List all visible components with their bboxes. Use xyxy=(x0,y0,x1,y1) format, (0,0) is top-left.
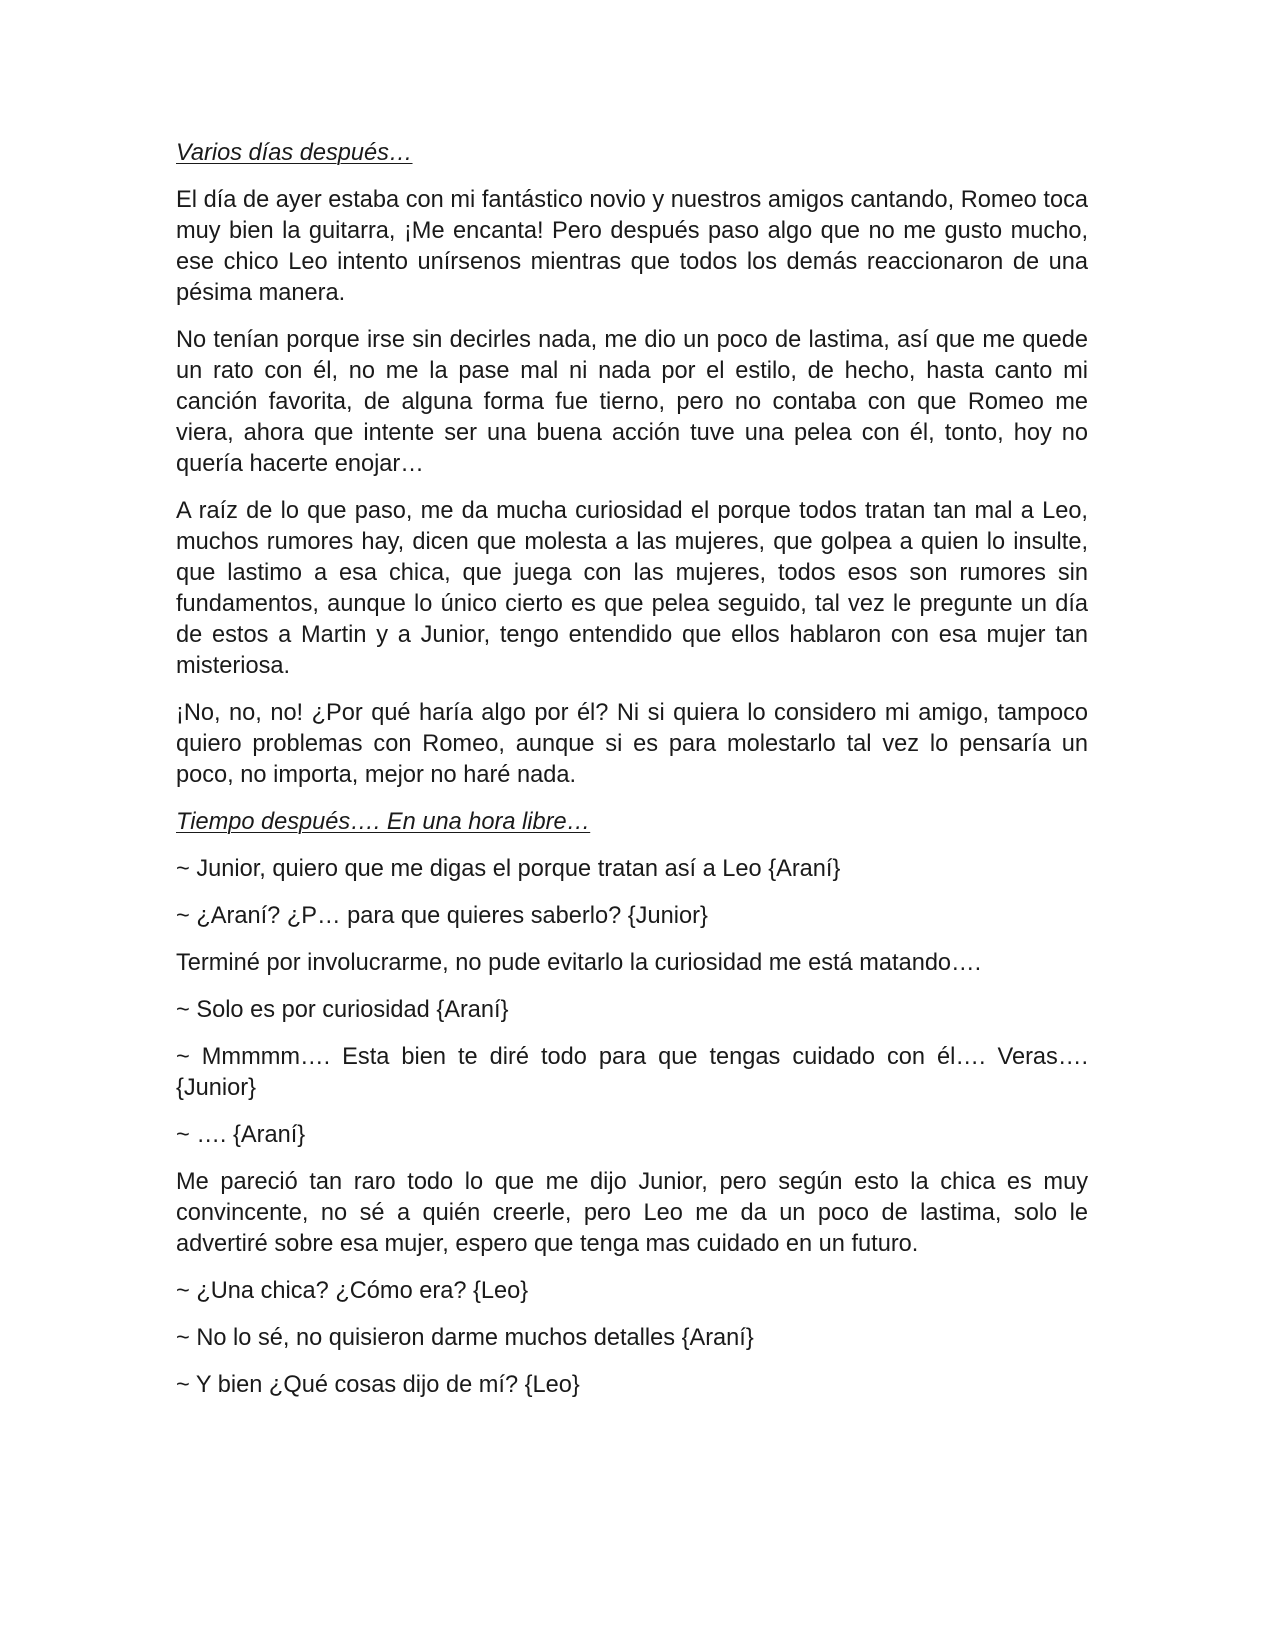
paragraph-ayer: El día de ayer estaba con mi fantástico novio y nuestros amigos cantando, Romeo toca muy bien la guitarra, ¡Me encanta! Pero después paso algo que no me gusto mucho, ese chico Leo intento unírsenos mientras que todos los demás reaccionaron de una pésima manera. xyxy=(176,187,1088,306)
dialogue-line: ~ ¿Araní? ¿P… para que quieres saberlo? {Junior} xyxy=(176,903,708,929)
dialogue-line: ~ Y bien ¿Qué cosas dijo de mí? {Leo} xyxy=(176,1372,580,1398)
dialogue-line: ~ Mmmmm…. Esta bien te diré todo para que tengas cuidado con él…. Veras…. {Junior} xyxy=(176,1044,1088,1101)
paragraph-a-raiz: A raíz de lo que paso, me da mucha curiosidad el porque todos tratan tan mal a Leo, muchos rumores hay, dicen que molesta a las mujeres, que golpea a quien lo insulte, que lastimo a esa chica, que juega con las mujeres, todos esos son rumores sin fundamentos, aunque lo único cierto es que pelea seguido, tal vez le pregunte un día de estos a Martin y a Junior, tengo entendido que ellos hablaron con esa mujer tan misteriosa. xyxy=(176,498,1088,679)
section-heading-varios-dias: Varios días después… xyxy=(176,140,413,166)
paragraph-termine: Terminé por involucrarme, no pude evitarlo la curiosidad me está matando…. xyxy=(176,950,982,976)
dialogue-line: ~ ¿Una chica? ¿Cómo era? {Leo} xyxy=(176,1278,529,1304)
dialogue-line: ~ Solo es por curiosidad {Araní} xyxy=(176,997,509,1023)
dialogue-line: ~ Junior, quiero que me digas el porque tratan así a Leo {Araní} xyxy=(176,856,841,882)
dialogue-line: ~ …. {Araní} xyxy=(176,1122,306,1148)
document-page xyxy=(176,138,1088,1417)
section-heading-tiempo-despues: Tiempo después…. En una hora libre… xyxy=(176,809,591,835)
paragraph-no-no-no: ¡No, no, no! ¿Por qué haría algo por él? Ni si quiera lo considero mi amigo, tampoco quiero problemas con Romeo, aunque si es para molestarlo tal vez lo pensaría un poco, no importa, mejor no haré nada. xyxy=(176,700,1088,788)
paragraph-no-tenian: No tenían porque irse sin decirles nada, me dio un poco de lastima, así que me quede un rato con él, no me la pase mal ni nada por el estilo, de hecho, hasta canto mi canción favorita, de alguna forma fue tierno, pero no contaba con que Romeo me viera, ahora que intente ser una buena acción tuve una pelea con él, tonto, hoy no quería hacerte enojar… xyxy=(176,327,1088,477)
dialogue-line: ~ No lo sé, no quisieron darme muchos detalles {Araní} xyxy=(176,1325,754,1351)
paragraph-me-parecio: Me pareció tan raro todo lo que me dijo Junior, pero según esto la chica es muy convincente, no sé a quién creerle, pero Leo me da un poco de lastima, solo le advertiré sobre esa mujer, espero que tenga mas cuidado en un futuro. xyxy=(176,1169,1088,1257)
